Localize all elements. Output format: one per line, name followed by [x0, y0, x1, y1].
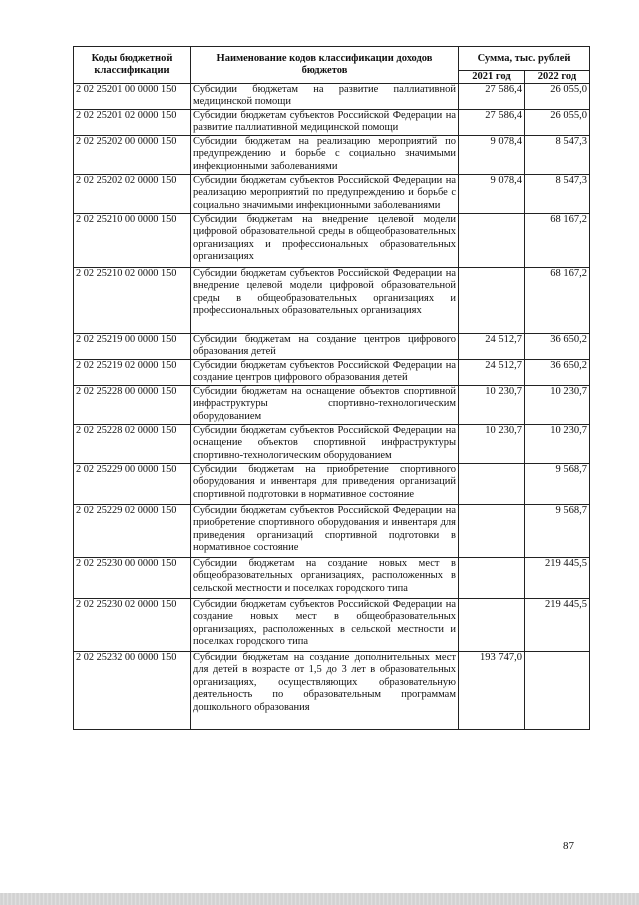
value-2022-cell: 9 568,7: [525, 505, 590, 558]
table-row: [74, 599, 590, 652]
value-2021-cell: [459, 599, 525, 652]
value-2021-cell: 24 512,7: [459, 334, 525, 360]
value-2021-cell: 27 586,4: [459, 84, 525, 110]
value-2021-cell: 10 230,7: [459, 386, 525, 425]
table-row: [74, 558, 590, 599]
value-2021-cell: [459, 268, 525, 334]
name-cell: Субсидии бюджетам на оснащение объектов спортивной инфраструктуры спортивно-технологическим оборудованием: [191, 386, 459, 425]
code-cell: 2 02 25219 02 0000 150: [74, 360, 191, 386]
name-cell: Субсидии бюджетам субъектов Российской Федерации на создание новых мест в общеобразовательных организациях, расположенных в сельской местности и поселках городского типа: [191, 599, 459, 652]
name-cell: Субсидии бюджетам на приобретение спортивного оборудования и инвентаря для приведения организаций спортивной подготовки в нормативное состояние: [191, 464, 459, 505]
value-2021-cell: [459, 464, 525, 505]
value-2022-cell: 26 055,0: [525, 84, 590, 110]
header-year-2022: 2022 год: [525, 71, 590, 84]
code-cell: 2 02 25228 00 0000 150: [74, 386, 191, 425]
name-cell: Субсидии бюджетам субъектов Российской Федерации на оснащение объектов спортивной инфраструктуры спортивно-технологическим оборудованием: [191, 425, 459, 464]
value-2021-cell: [459, 505, 525, 558]
code-cell: 2 02 25202 02 0000 150: [74, 175, 191, 214]
budget-revenue-table: [73, 46, 590, 730]
value-2022-cell: 219 445,5: [525, 558, 590, 599]
name-cell: Субсидии бюджетам на реализацию мероприятий по предупреждению и борьбе с социально значимыми инфекционными заболеваниями: [191, 136, 459, 175]
value-2022-cell: 219 445,5: [525, 599, 590, 652]
value-2021-cell: 9 078,4: [459, 136, 525, 175]
page-number: 87: [563, 840, 574, 852]
code-cell: 2 02 25201 00 0000 150: [74, 84, 191, 110]
value-2022-cell: 36 650,2: [525, 360, 590, 386]
value-2021-cell: 24 512,7: [459, 360, 525, 386]
code-cell: 2 02 25229 02 0000 150: [74, 505, 191, 558]
table-row: [74, 84, 590, 110]
value-2022-cell: 26 055,0: [525, 110, 590, 136]
name-cell: Субсидии бюджетам субъектов Российской Федерации на реализацию мероприятий по предупреждению и борьбе с социально значимыми инфекционными заболеваниями: [191, 175, 459, 214]
name-cell: Субсидии бюджетам на создание центров цифрового образования детей: [191, 334, 459, 360]
code-cell: 2 02 25232 00 0000 150: [74, 652, 191, 730]
value-2022-cell: 68 167,2: [525, 214, 590, 268]
table-row: [74, 110, 590, 136]
name-cell: Субсидии бюджетам на внедрение целевой модели цифровой образовательной среды в общеобразовательных организациях и профессиональных образовательных организациях: [191, 214, 459, 268]
value-2021-cell: [459, 558, 525, 599]
table-row: [74, 175, 590, 214]
code-cell: 2 02 25201 02 0000 150: [74, 110, 191, 136]
name-cell: Субсидии бюджетам субъектов Российской Федерации на развитие паллиативной медицинской помощи: [191, 110, 459, 136]
code-cell: 2 02 25230 02 0000 150: [74, 599, 191, 652]
value-2022-cell: 36 650,2: [525, 334, 590, 360]
code-cell: 2 02 25210 02 0000 150: [74, 268, 191, 334]
value-2022-cell: 68 167,2: [525, 268, 590, 334]
header-code: Коды бюджетной классификации: [74, 47, 191, 84]
code-cell: 2 02 25229 00 0000 150: [74, 464, 191, 505]
table-row: [74, 360, 590, 386]
table-row: [74, 268, 590, 334]
name-cell: Субсидии бюджетам на создание дополнительных мест для детей в возрасте от 1,5 до 3 лет в образовательных организациях, осуществляющих образовательную деятельность по образовательным программам дошкольного образования: [191, 652, 459, 730]
table-body: [74, 84, 590, 730]
code-cell: 2 02 25219 00 0000 150: [74, 334, 191, 360]
table-row: [74, 505, 590, 558]
value-2021-cell: [459, 214, 525, 268]
header-name: Наименование кодов классификации доходов бюджетов: [191, 47, 459, 84]
value-2021-cell: 10 230,7: [459, 425, 525, 464]
table-row: [74, 214, 590, 268]
scan-bottom-edge: [0, 893, 639, 905]
table-row: [74, 386, 590, 425]
table-row: [74, 136, 590, 175]
name-cell: Субсидии бюджетам субъектов Российской Федерации на создание центров цифрового образования детей: [191, 360, 459, 386]
table-row: [74, 464, 590, 505]
value-2022-cell: 10 230,7: [525, 386, 590, 425]
table-row: [74, 652, 590, 730]
value-2022-cell: 10 230,7: [525, 425, 590, 464]
value-2021-cell: 9 078,4: [459, 175, 525, 214]
code-cell: 2 02 25228 02 0000 150: [74, 425, 191, 464]
header-sum: Сумма, тыс. рублей: [459, 47, 590, 71]
name-cell: Субсидии бюджетам субъектов Российской Федерации на внедрение целевой модели цифровой образовательной среды в общеобразовательных организациях и профессиональных образовательных организациях: [191, 268, 459, 334]
value-2021-cell: 193 747,0: [459, 652, 525, 730]
header-year-2021: 2021 год: [459, 71, 525, 84]
value-2022-cell: 9 568,7: [525, 464, 590, 505]
name-cell: Субсидии бюджетам на создание новых мест в общеобразовательных организациях, расположенных в сельской местности и поселках городского типа: [191, 558, 459, 599]
table-row: [74, 334, 590, 360]
value-2022-cell: 8 547,3: [525, 136, 590, 175]
code-cell: 2 02 25210 00 0000 150: [74, 214, 191, 268]
code-cell: 2 02 25230 00 0000 150: [74, 558, 191, 599]
value-2021-cell: 27 586,4: [459, 110, 525, 136]
value-2022-cell: 8 547,3: [525, 175, 590, 214]
table-row: [74, 425, 590, 464]
name-cell: Субсидии бюджетам субъектов Российской Федерации на приобретение спортивного оборудования и инвентаря для приведения организаций спортивной подготовки в нормативное состояние: [191, 505, 459, 558]
code-cell: 2 02 25202 00 0000 150: [74, 136, 191, 175]
value-2022-cell: [525, 652, 590, 730]
name-cell: Субсидии бюджетам на развитие паллиативной медицинской помощи: [191, 84, 459, 110]
